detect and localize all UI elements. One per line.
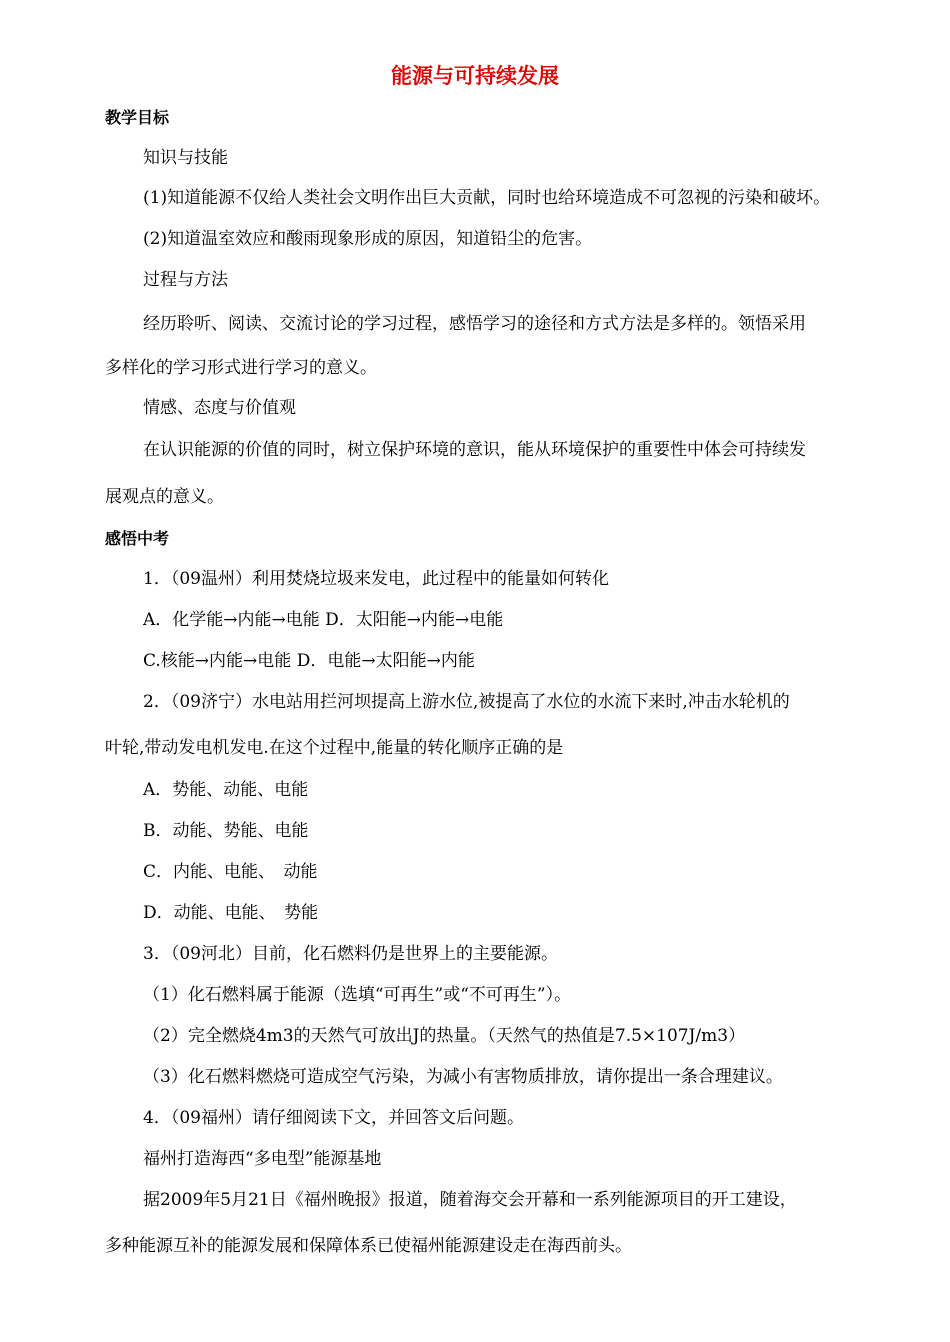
paragraph-line: (2)知道温室效应和酸雨现象形成的原因，知道铅尘的危害。 [143,229,593,249]
question-4: 4．（09福州）请仔细阅读下文，并回答文后问题。 [143,1108,524,1128]
question-2-option-d: D．动能、电能、 势能 [143,903,319,923]
document-title: 能源与可持续发展 [391,64,559,88]
article-paragraph-line: 据2009年5月21日《福州晚报》报道，随着海交会开幕和一系列能源项目的开工建设， [143,1190,797,1210]
section-heading-exam-insights: 感悟中考 [105,529,170,548]
question-3-part-1: （1）化石燃料属于能源（选填“可再生”或“不可再生”）。 [143,985,572,1005]
section-heading-teaching-goals: 教学目标 [105,108,170,127]
article-paragraph-line: 多种能源互补的能源发展和保障体系已使福州能源建设走在海西前头。 [105,1236,632,1256]
paragraph-line: 展观点的意义。 [105,487,224,507]
question-2-option-a: A．势能、动能、电能 [143,780,309,800]
subheading-knowledge-skills: 知识与技能 [143,148,228,168]
question-3-part-3: （3）化石燃料燃烧可造成空气污染，为减小有害物质排放，请你提出一条合理建议。 [143,1067,783,1087]
paragraph-line: 多样化的学习形式进行学习的意义。 [105,358,377,378]
paragraph-line: 经历聆听、阅读、交流讨论的学习过程，感悟学习的途径和方式方法是多样的。领悟采用 [143,314,806,334]
article-title: 福州打造海西“多电型”能源基地 [143,1149,382,1169]
question-1-options: C.核能→内能→电能 D．电能→太阳能→内能 [143,651,475,671]
paragraph-line: 在认识能源的价值的同时，树立保护环境的意识，能从环境保护的重要性中体会可持续发 [143,440,806,460]
question-3: 3．（09河北）目前，化石燃料仍是世界上的主要能源。 [143,944,558,964]
question-3-part-2: （2）完全燃烧4m3的天然气可放出J的热量。（天然气的热值是7.5×107J/m3） [143,1026,746,1046]
subheading-attitude-values: 情感、态度与价值观 [143,398,296,418]
question-2: 2．（09济宁）水电站用拦河坝提高上游水位,被提高了水位的水流下来时,冲击水轮机的 [143,692,790,712]
question-2-option-b: B．动能、势能、电能 [143,821,309,841]
question-1: 1．（09温州）利用焚烧垃圾来发电，此过程中的能量如何转化 [143,569,609,589]
paragraph-line: (1)知道能源不仅给人类社会文明作出巨大贡献，同时也给环境造成不可忽视的污染和破坏。 [143,188,831,208]
question-1-options: A．化学能→内能→电能 D．太阳能→内能→电能 [143,610,504,630]
question-2-continued: 叶轮,带动发电机发电.在这个过程中,能量的转化顺序正确的是 [105,738,564,758]
subheading-process-method: 过程与方法 [143,270,228,290]
question-2-option-c: C．内能、电能、 动能 [143,862,318,882]
